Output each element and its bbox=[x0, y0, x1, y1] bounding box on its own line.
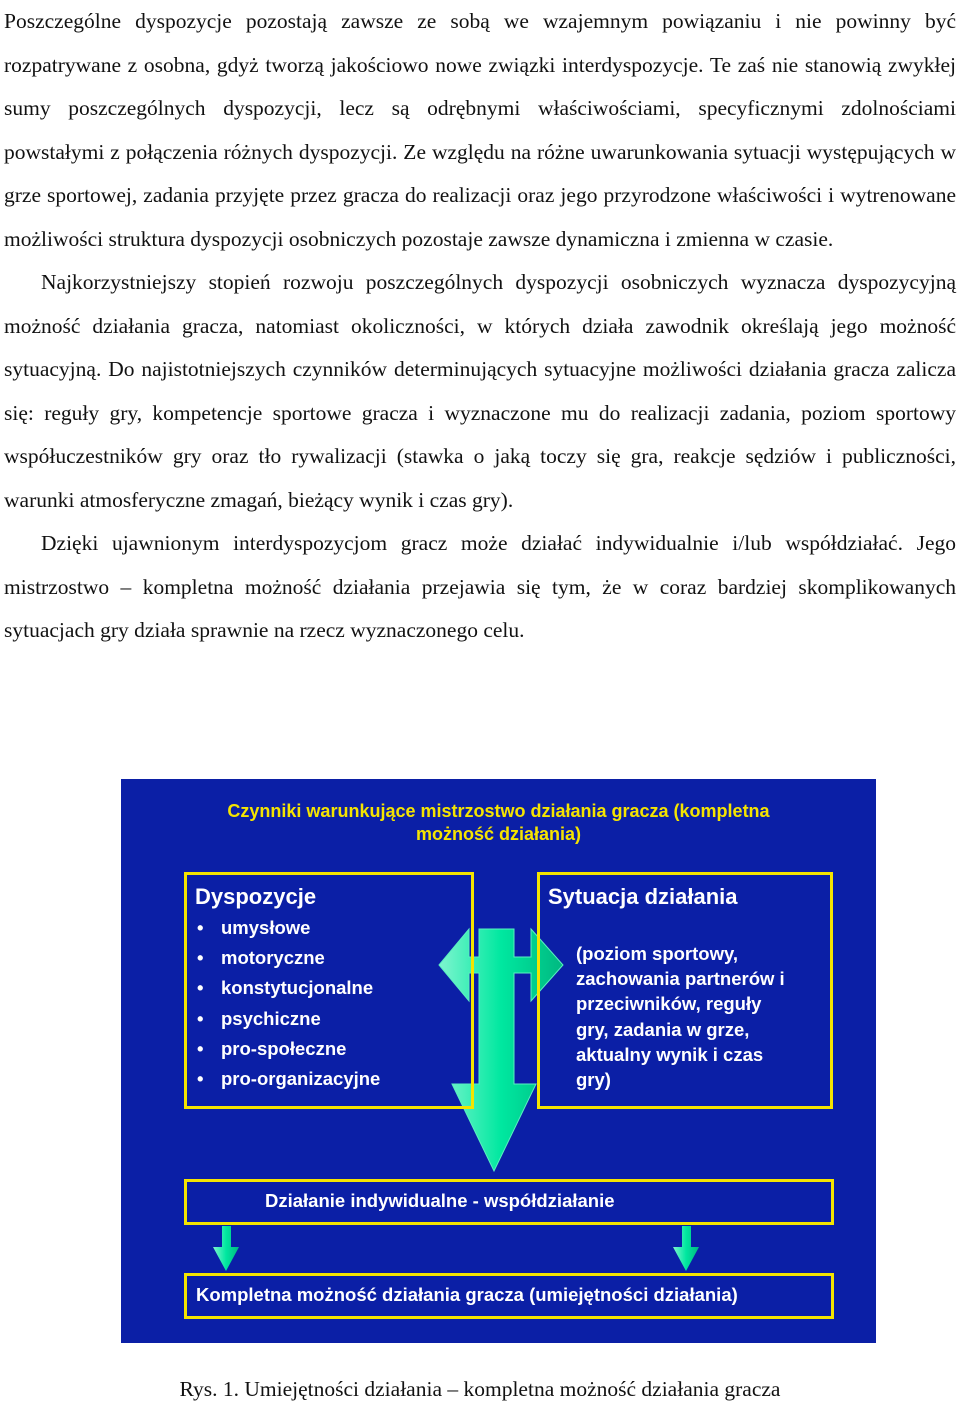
paragraph-1: Poszczególne dyspozycje pozostają zawsze ze sobą we wzajemnym powiązaniu i nie powinny być rozpatrywane z osobna, gdyż tworzą jakościowo nowe związki interdyspozycje. Te zaś nie stanowią zwykłej sumy poszczególnych dyspozycji, lecz są odrębnymi właściwościami, specyficznymi zdolnościami powstałymi z połączenia różnych dyspozycji. Ze względu na różne uwarunkowania sytuacji występujących w grze sportowej, zadania przyjęte przez gracza do realizacji oraz jego przyrodzone właściwości i wytrenowane możliwości struktura dyspozycji osobniczych pozostaje zawsze dynamiczna i zmienna w czasie. bbox=[4, 9, 956, 251]
dispositions-list bbox=[193, 913, 380, 1094]
figure-title-line-1: Czynniki warunkujące mistrzostwo działania gracza (kompletna bbox=[227, 801, 770, 821]
list-item: • konstytucjonalne bbox=[197, 977, 374, 999]
complete-ability-bar: Kompletna możność działania gracza (umiejętności działania) bbox=[184, 1273, 834, 1319]
list-item: • psychiczne bbox=[197, 1007, 321, 1029]
dispositions-title: Dyspozycje bbox=[195, 884, 317, 909]
individual-action-bar: Działanie indywidualne - współdziałanie bbox=[184, 1179, 834, 1225]
list-item: • umysłowe bbox=[197, 917, 311, 938]
left-small-arrow bbox=[213, 1226, 239, 1271]
situation-box bbox=[537, 872, 833, 1109]
situation-description: (poziom sportowy, zachowania partnerów i przeciwników, reguły gry, zadania w grze, aktualny wynik i czas gry) bbox=[576, 943, 785, 1091]
list-item: • pro-społeczne bbox=[197, 1037, 347, 1059]
figure-caption: Rys. 1. Umiejętności działania – kompletna możność działania gracza bbox=[179, 1377, 781, 1401]
figure-title-line-2: możność działania) bbox=[415, 824, 582, 844]
figure-title bbox=[121, 800, 876, 846]
figure-diagram bbox=[121, 779, 876, 1343]
list-item: • pro-organizacyjne bbox=[197, 1068, 381, 1090]
list-item: • motoryczne bbox=[197, 947, 325, 969]
body-text bbox=[4, 0, 956, 653]
paragraph-3: Dzięki ujawnionym interdyspozycjom gracz może działać indywidualnie i/lub współdziałać. Jego mistrzostwo – kompletna możność działania przejawia się tym, że w coraz bardziej skomplikowanych sytuacjach gry działa sprawnie na rzecz wyznaczonego celu. bbox=[4, 531, 956, 642]
situation-title: Sytuacja działania bbox=[548, 884, 738, 909]
paragraph-2: Najkorzystniejszy stopień rozwoju poszczególnych dyspozycji osobniczych wyznacza dyspozycyjną możność działania gracza, natomiast okoliczności, w których działa zawodnik określają jego możność sytuacyjną. Do najistotniejszych czynników determinujących sytuacyjne możliwości działania gracza zalicza się: reguły gry, kompetencje sportowe gracza i wyznaczone mu do realizacji zadania, poziom sportowy współuczestników gry oraz tło rywalizacji (stawka o jaką toczy się gra, reakcje sędziów i publiczności, warunki atmosferyczne zmagań, bieżący wynik i czas gry). bbox=[4, 270, 956, 512]
right-small-arrow bbox=[673, 1226, 699, 1271]
dispositions-box bbox=[184, 872, 474, 1109]
